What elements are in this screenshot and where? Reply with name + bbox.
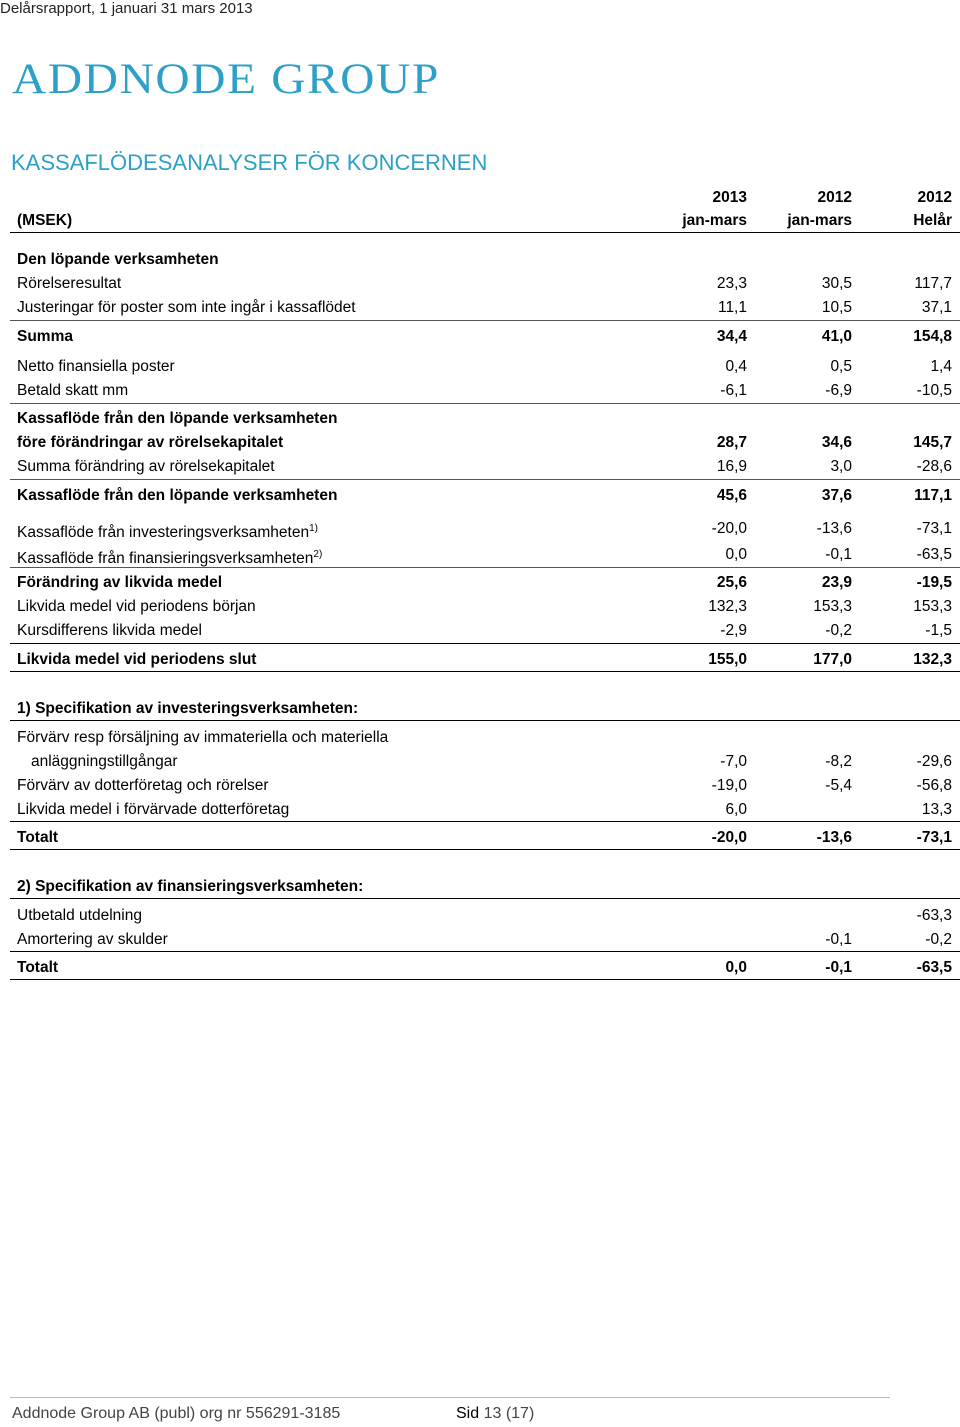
report-header: Delårsrapport, 1 januari 31 mars 2013 [0, 0, 253, 17]
page-title: KASSAFLÖDESANALYSER FÖR KONCERNEN [11, 150, 488, 175]
company-logo [12, 56, 452, 100]
col1-year: 2013 [712, 189, 747, 206]
table-row: Kassaflöde från investeringsverksamheten$^{1)}$ -20,0 -13,6 -73,1 [17, 520, 952, 541]
row-rule [10, 821, 960, 822]
page-footer [12, 1405, 535, 1423]
row-rule [10, 898, 960, 899]
footer-company: Addnode Group AB (publ) org nr 556291-3185 [12, 1405, 341, 1422]
row-rule [10, 320, 960, 321]
table-row: Netto finansiella poster 0,4 0,5 1,4 [17, 358, 952, 375]
column-header-years [10, 186, 960, 210]
row-rule [10, 671, 960, 672]
col3-year: 2012 [917, 189, 952, 206]
logo-text: ADDNODE GROUP [12, 56, 440, 100]
table-row: Betald skatt mm -6,1 -6,9 -10,5 [17, 382, 952, 399]
table-row: Rörelseresultat 23,3 30,5 117,7 [17, 275, 952, 292]
row-rule [10, 951, 960, 952]
table-row: anläggningstillgångar -7,0 -8,2 -29,6 [31, 753, 952, 770]
col1-period: jan-mars [682, 212, 747, 229]
section-heading: 1) Specifikation av investeringsverksamheten: [17, 700, 359, 717]
table-row: före förändringar av rörelsekapitalet 28,7 34,6 145,7 [17, 434, 952, 451]
header-rule [10, 232, 960, 233]
table-row: Förvärv resp försäljning av immateriella och materiella [17, 729, 389, 746]
row-rule [10, 849, 960, 850]
row-rule [10, 567, 960, 568]
column-header-periods [10, 209, 960, 233]
col2-year: 2012 [817, 189, 852, 206]
table-row: Amortering av skulder -0,1 -0,2 [17, 931, 952, 948]
table-row: Förändring av likvida medel 25,6 23,9 -19,5 [17, 574, 952, 591]
col2-period: jan-mars [787, 212, 852, 229]
table-row: Likvida medel vid periodens början 132,3 153,3 153,3 [17, 598, 952, 615]
table-row: Kursdifferens likvida medel -2,9 -0,2 -1,5 [17, 622, 952, 639]
table-row: Totalt -20,0 -13,6 -73,1 [17, 829, 952, 846]
row-rule [10, 720, 960, 721]
table-row: Summa förändring av rörelsekapitalet 16,9 3,0 -28,6 [17, 458, 952, 475]
page-number: Sid 13 (17) [456, 1405, 535, 1422]
table-row: Förvärv av dotterföretag och rörelser -19,0 -5,4 -56,8 [17, 777, 952, 794]
row-rule [10, 979, 960, 980]
unit-label: (MSEK) [17, 212, 73, 229]
footer-rule [10, 1397, 890, 1398]
col3-period: Helår [913, 212, 952, 229]
row-rule [10, 403, 960, 404]
table-row: Utbetald utdelning -63,3 [17, 907, 952, 924]
row-rule [10, 643, 960, 644]
table-row: Likvida medel vid periodens slut 155,0 177,0 132,3 [17, 651, 952, 668]
table-row: Justeringar för poster som inte ingår i kassaflödet 11,1 10,5 37,1 [17, 299, 952, 316]
table-row: Kassaflöde från den löpande verksamheten 45,6 37,6 117,1 [17, 487, 952, 504]
section-heading: 2) Specifikation av finansieringsverksamheten: [17, 878, 364, 895]
table-row: Summa 34,4 41,0 154,8 [17, 328, 952, 345]
table-row: Kassaflöde från den löpande verksamheten [17, 410, 338, 427]
logo-graphic [12, 56, 452, 100]
table-row: Totalt 0,0 -0,1 -63,5 [17, 959, 952, 976]
row-rule [10, 479, 960, 480]
table-row: Kassaflöde från finansieringsverksamheten$^{2)}$ 0,0 -0,1 -63,5 [17, 546, 952, 567]
table-row: Likvida medel i förvärvade dotterföretag 6,0 13,3 [17, 801, 952, 818]
table-row: Den löpande verksamheten [17, 251, 219, 268]
